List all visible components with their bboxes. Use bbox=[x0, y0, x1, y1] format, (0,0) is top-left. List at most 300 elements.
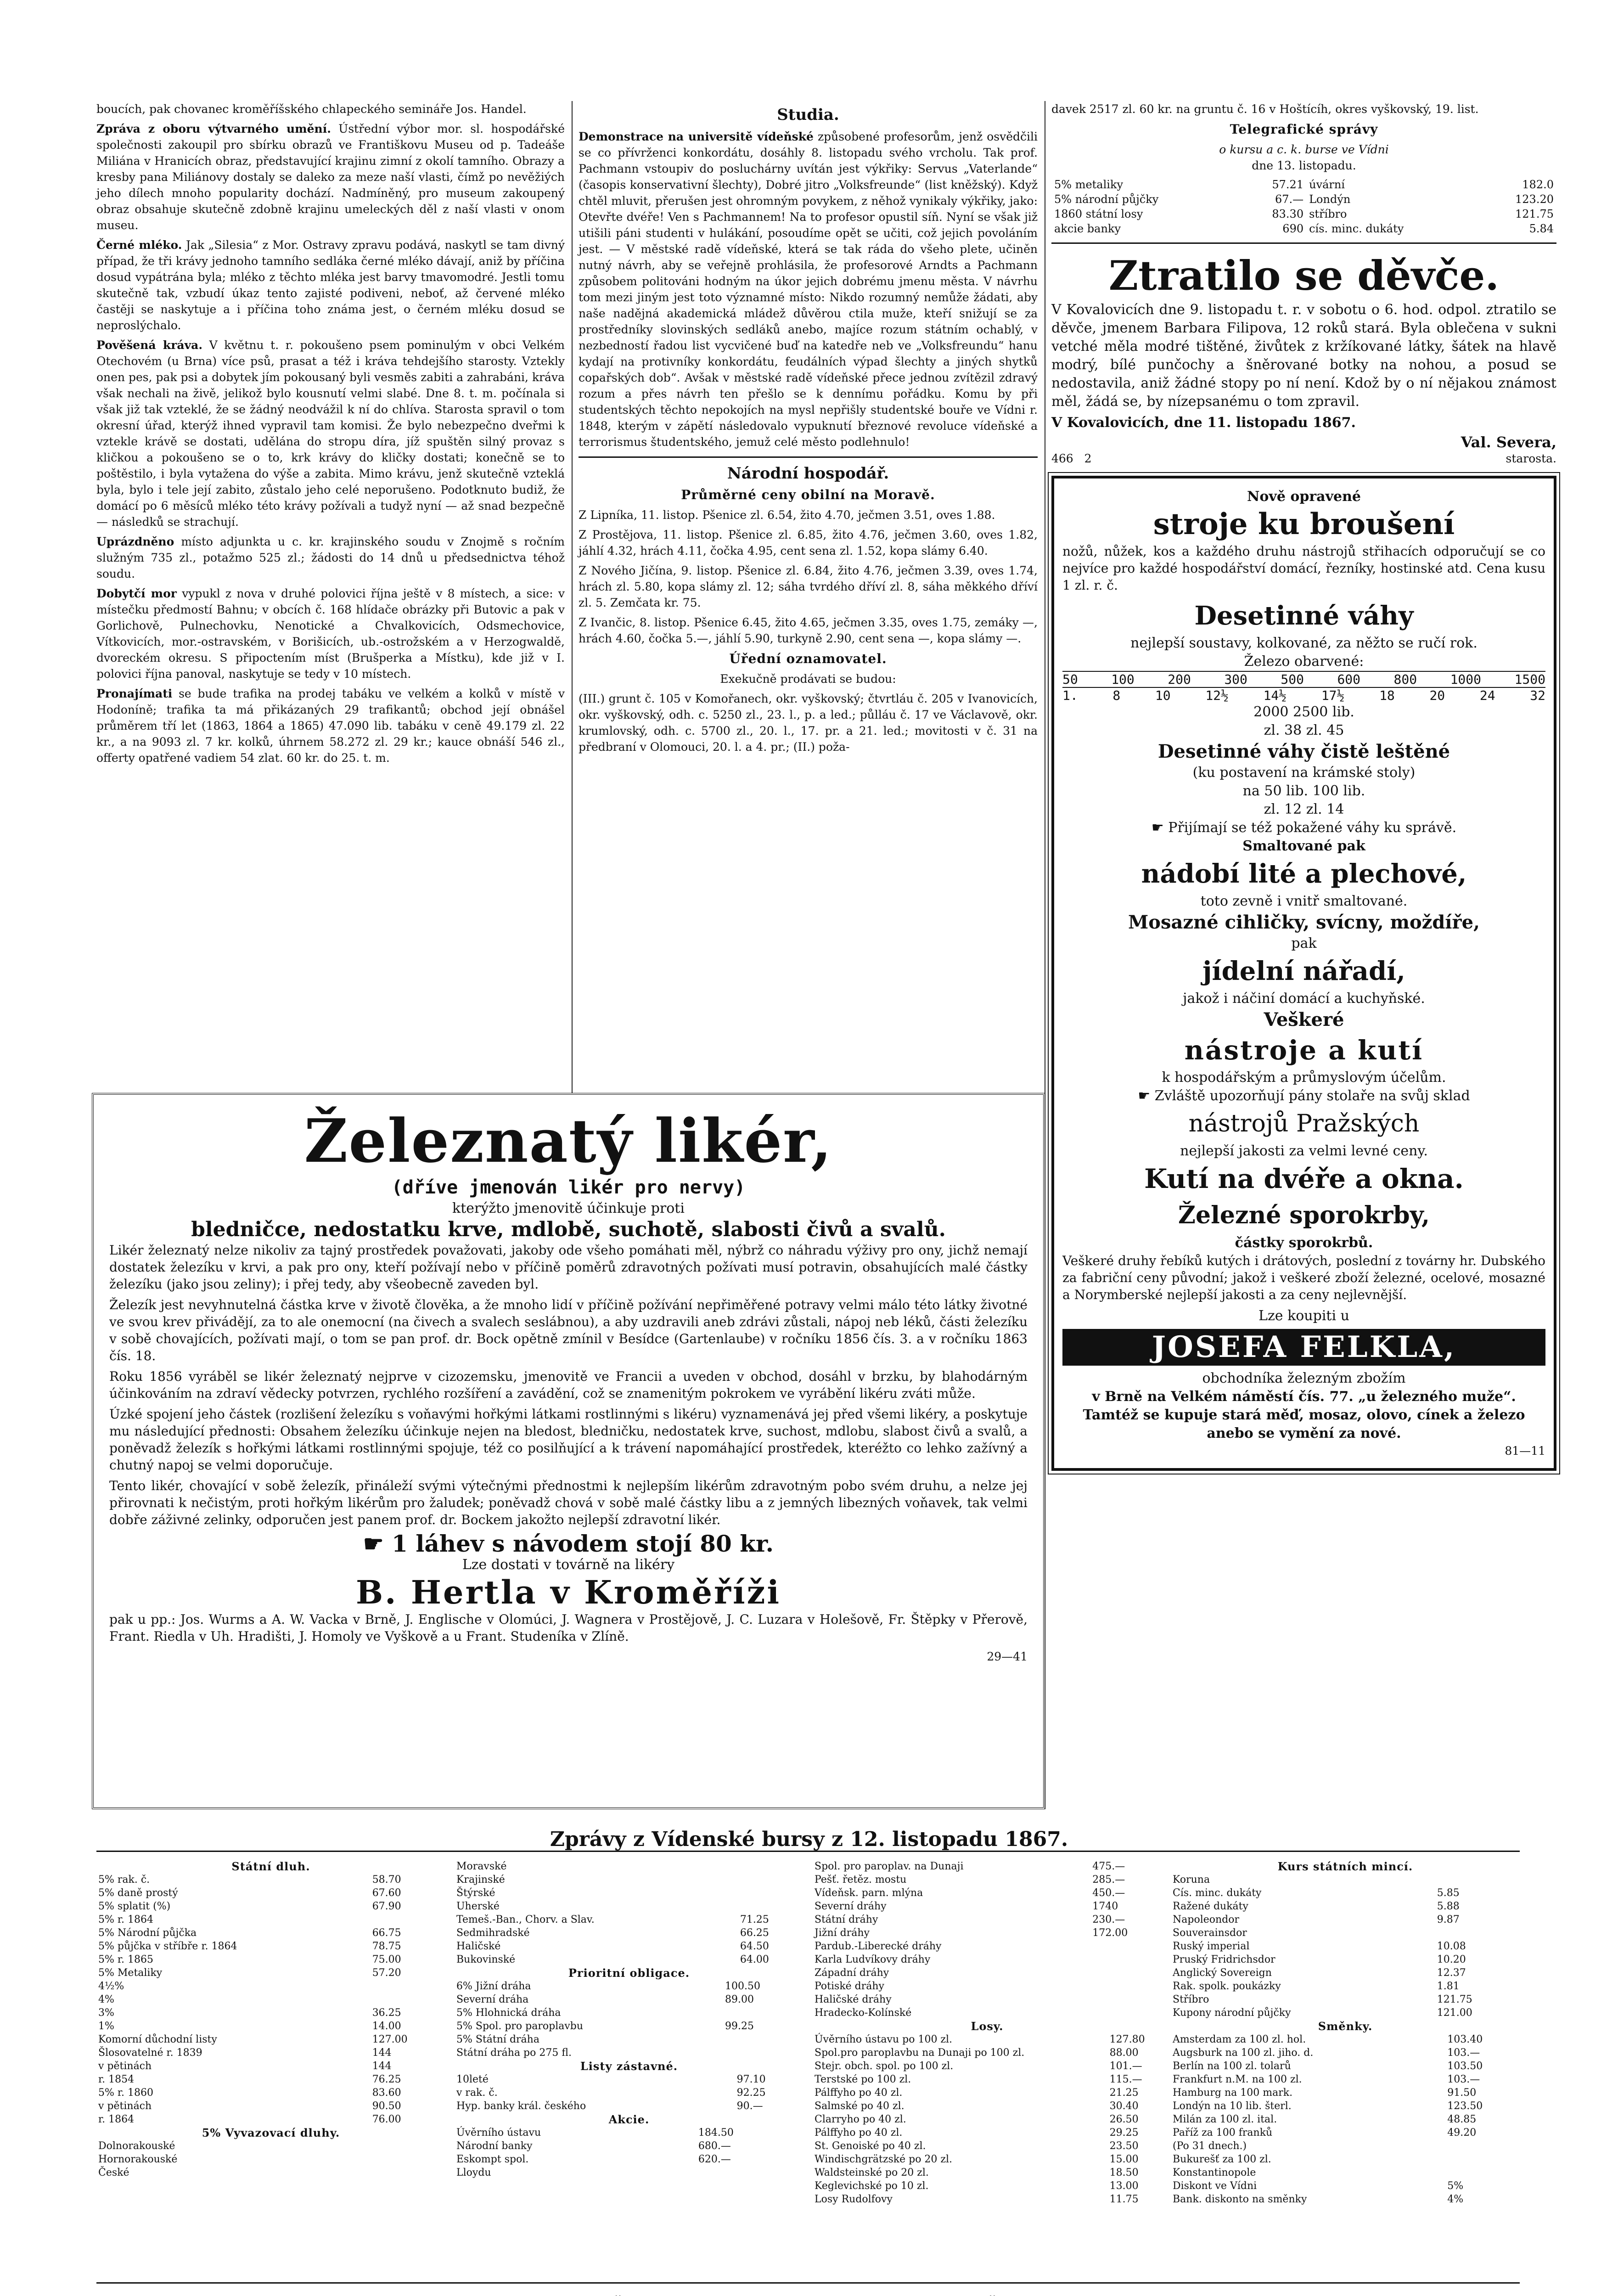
table-cell: 1740 bbox=[1092, 1901, 1118, 1912]
table-row bbox=[1171, 2139, 1520, 2153]
table-row bbox=[813, 1980, 1162, 1993]
table-cell: 88.00 bbox=[1109, 2047, 1139, 2059]
table-cell: 103.— bbox=[1447, 2074, 1480, 2085]
shop-more: Tamtéž se kupuje stará měď, mosaz, olovo, cínek a železo anebo se vymění za nové. bbox=[1083, 1407, 1525, 1441]
liker-paragraph: Železík jest nevyhnutelná částka krve v životě člověka, a že mnoho lidí v příčině požívání nepřiměřené potravy velmi málo této látky životné ve svou krev přivádějí, za to ale onemocní (na čivech a svalech seslábnou), a aby uzdravili aneb zdrávi zůstali, nápoj neb léků, části železíku v sobě chovajících, požívati mají, o tom se pan prof. dr. Bock opětně zmínil v Besídce (Gartenlaube) v ročníku 1856 čís. 3. a v ročníku 1863 čís. 18. bbox=[109, 1297, 1028, 1363]
table-cell: akcie banky bbox=[1054, 222, 1121, 235]
market-heading: 5% Vyvazovací dluhy. bbox=[202, 2126, 340, 2139]
instruments-title: nástroje a kutí bbox=[1184, 1035, 1424, 1066]
table-cell: 103.50 bbox=[1447, 2060, 1483, 2072]
table-cell: 5% Národní půjčka bbox=[98, 1927, 197, 1939]
table-row bbox=[1051, 192, 1556, 207]
table-row bbox=[455, 2166, 803, 2179]
table-cell bbox=[1090, 1940, 1162, 1953]
divider bbox=[579, 456, 1038, 458]
market-col-shares bbox=[813, 1860, 1162, 2206]
table-cell: Augsburk na 100 zl. jiho. d. bbox=[1173, 2047, 1314, 2059]
table-row bbox=[96, 1940, 445, 1953]
table-cell: Krajinské bbox=[456, 1874, 505, 1885]
article-lease bbox=[96, 686, 565, 766]
table-cell: úvární bbox=[1309, 178, 1345, 191]
table-row bbox=[96, 1913, 445, 1926]
table-row bbox=[96, 1966, 445, 1980]
article-art bbox=[96, 121, 565, 233]
table-cell: Státní dráhy bbox=[815, 1914, 878, 1925]
article-body: V květnu t. r. pokoušeno psem pominulým v obci Velkém Otechovém (u Brna) více psů, prasat a též i kráva tehdejšího starosty. Vztekly onen pes, pak psi a dobytek jím pokousaný byli vesměs zabiti a zahrabáni, kráva však nechali na živě, jelikož bylo kousnutí velmi slabé. Dne 8. t. m. počínala si však již tak vzteklé, že se žádný neodvážil k ní do chlíva. Starosta spravil o tom okresní úřad, kterýž ihned vypravil tam komisi. Že bylo nebezpečno dveřmi k vztekle krávě se dostati, udělána do stropu díra, jíž spuštěn silný provaz s kličkou a pokoušeno se o to, krk krávy do kličky dostati; konečně se to poštěstilo, i byla vytažena do výše a zabita. Mimo krávu, jenž skutečně vzteklá byla, bylo i tele její zabito, zůstalo jeho celé neporušeno. Podotknuto budiž, že domácí po 6 měsíců mléko této krávy požívali a tudyž nyní — až snad bezpečně — následků se strachují. bbox=[96, 338, 565, 529]
table-cell: 123.20 bbox=[1515, 193, 1554, 206]
table-cell: 1% bbox=[98, 2020, 114, 2032]
scale-value: 24 bbox=[1479, 688, 1495, 703]
market-heading: Státní dluh. bbox=[231, 1860, 310, 1873]
market-table bbox=[1171, 1873, 1520, 2020]
table-cell: Pruský Fridrichsdor bbox=[1173, 1954, 1275, 1965]
market-table bbox=[1171, 2033, 1520, 2206]
table-cell: stříbro bbox=[1309, 208, 1347, 220]
article-title: Demonstrace na universitě vídeňské bbox=[579, 130, 814, 143]
table-cell: 91.50 bbox=[1447, 2087, 1477, 2099]
shop-name: JOSEFA FELKLA, bbox=[1062, 1329, 1545, 1366]
table-cell: Keglevichské po 10 zl. bbox=[815, 2180, 929, 2192]
shop-place: v Brně na Velkém náměstí čís. 77. „u železného muže“. bbox=[1092, 1389, 1516, 1405]
liker-advertisement bbox=[92, 1093, 1045, 1809]
table-cell: 5.84 bbox=[1529, 222, 1554, 235]
table-cell: 90.50 bbox=[372, 2100, 401, 2112]
table-row bbox=[1171, 2086, 1520, 2099]
table-cell: 10.20 bbox=[1437, 1954, 1466, 1965]
table-cell: 5.85 bbox=[1437, 1887, 1460, 1899]
table-cell: Cís. minc. dukáty bbox=[1173, 1887, 1262, 1899]
table-cell: Uherské bbox=[456, 1901, 500, 1912]
table-cell: r. 1854 bbox=[98, 2074, 135, 2085]
table-cell: 123.50 bbox=[1447, 2100, 1483, 2112]
table-cell bbox=[738, 1886, 803, 1900]
table-cell: 5% bbox=[1447, 2180, 1464, 2192]
table-cell: Komorní důchodní listy bbox=[98, 2034, 217, 2045]
table-row bbox=[813, 2139, 1162, 2153]
market-table bbox=[455, 1860, 803, 1966]
table-cell: 58.70 bbox=[372, 1874, 401, 1885]
table-cell: 4% bbox=[1447, 2194, 1464, 2205]
table-cell: Úvěrního ústavu bbox=[456, 2127, 541, 2138]
table-cell bbox=[1435, 1926, 1520, 1940]
nails-text: Veškeré druhy řebíků kutých i drátových, poslední z továrny hr. Dubského za fabriční ceny původní; jakož i veškeré zboží železné, ocelové, mosazné a Norymberské nejlepší jakosti a za ceny nejlevnější. bbox=[1062, 1253, 1545, 1302]
table-row bbox=[813, 1873, 1162, 1886]
table-row bbox=[1171, 2166, 1520, 2179]
article-body: Ústřední výbor mor. sl. hospodářské společnosti zakoupil pro sbírku obrazů ve Františkovu Museu od p. Tadeáše Miliána v Hranicích obraz, představující krajinu zimní z okolí tamního. Obrazy a kresby pana Miliánovy dostaly se daleko za meze naší vlasti, čímž po nevěžiých jeho dílech mnoho popularity dochází. Nadmíněný, pro museum zakoupený obraz obsahuje skutečně zdobně krajinu umeleckých děl z naší vlasti v onom museu. bbox=[96, 122, 565, 232]
price-report: Z Nového Jičína, 9. listop. Pšenice zl. 6.84, žito 4.76, ječmen 3.39, oves 1.74, hrách zl. 5.80, kopa slámy zl. 12; sáha tvrdého dříví zl. 8, sáha měkkého dříví zl. 5. Zemčata kr. 75. bbox=[579, 564, 1038, 609]
table-cell: 78.75 bbox=[372, 1941, 401, 1952]
table-cell: Berlín na 100 zl. tolarů bbox=[1173, 2060, 1291, 2072]
divider bbox=[96, 2282, 1520, 2284]
pointing-hand-icon: ☛ bbox=[363, 1530, 384, 1557]
table-cell bbox=[697, 2166, 803, 2179]
exec-text: (III.) grunt č. 105 v Komořanech, okr. vyškovský; čtvrtláu č. 205 v Ivanovicích, okr. vyškovský, odh. c. 5250 zl., 23. l., p. a led.; půlláu č. 17 ve Václavově, okr. krumlovský, odh. c. 5700 zl., 20. l., 17. pr. a 21. led.; movitosti v č. 31 na předbraní v Olomouci, 20. l. a 4. pr.; (II.) poža- bbox=[579, 692, 1038, 754]
liker-price-label: 1 láhev s návodem stojí 80 kr. bbox=[392, 1530, 774, 1557]
table-cell: Windischgrätzské po 20 zl. bbox=[815, 2154, 953, 2165]
stoves-title: Železné sporokrby, bbox=[1178, 1201, 1430, 1229]
table-cell: 5% Hlohnická dráha bbox=[456, 2007, 561, 2019]
table-cell: (Po 31 dnech.) bbox=[1173, 2140, 1247, 2152]
table-row bbox=[96, 1953, 445, 1966]
market-col-coins bbox=[1171, 1860, 1520, 2206]
grind-text: nožů, nůžek, kos a každého druhu nástrojů střihacích odporučují se co nejvíce pro každé hospodářství domácí, řezníky, hostinské atd. Cena kusu 1 zl. r. č. bbox=[1062, 544, 1545, 593]
table-row bbox=[813, 1900, 1162, 1913]
table-cell: 3% bbox=[98, 2007, 114, 2019]
table-cell: Losy Rudolfovy bbox=[815, 2194, 893, 2205]
pointing-hand-icon: ☛ bbox=[1151, 820, 1164, 836]
table-cell bbox=[1445, 2139, 1520, 2153]
table-row bbox=[96, 2046, 445, 2060]
lost-girl-text: V Kovalovicích dne 9. listopadu t. r. v sobotu o 6. hod. odpol. ztratilo se děvče, jmenem Barbara Filipova, 12 roků stará. Byla oblečena v sukni vetché měla modré tištěné, živůtek z kržíkované látky, šátek na hlavě modrý, bílé punčochy a šněrované botky na nohou, a posud se nedostavila, aniž žádné stopy po ní není. Kdož by o ní nějakou známost měl, žádá se, by nízepsanému o tom zpravil. bbox=[1051, 302, 1556, 410]
table-row bbox=[1171, 1980, 1520, 1993]
liker-agents: pak u pp.: Jos. Wurms a A. W. Vacka v Brně, J. Englische v Olomúci, J. Wagnera v Prostějově, J. C. Luzara v Holešově, Fr. Štěpky v Přerově, Frant. Riedla v Uh. Hradišti, J. Homoly ve Vyškově a u Frant. Studeníka v Zlíně. bbox=[109, 1612, 1028, 1644]
table-cell: 66.75 bbox=[372, 1927, 401, 1939]
price-report: Z Lipníka, 11. listop. Pšenice zl. 6.54, žito 4.70, ječmen 3.51, oves 1.88. bbox=[579, 508, 995, 522]
table-cell: Hradecko-Kolínské bbox=[815, 2007, 912, 2019]
article-demonstration bbox=[579, 129, 1038, 450]
table-cell: 5% půjčka v stříbře r. 1864 bbox=[98, 1941, 237, 1952]
table-row bbox=[96, 2113, 445, 2126]
table-row bbox=[813, 1940, 1162, 1953]
table-cell: 1860 státní losy bbox=[1054, 208, 1143, 220]
table-cell: Kupony národní půjčky bbox=[1173, 2007, 1291, 2019]
table-cell: 99.25 bbox=[725, 2020, 754, 2032]
scale-value: 10 bbox=[1155, 688, 1171, 703]
table-cell: 14.00 bbox=[372, 2020, 401, 2032]
table-cell: Temeš.-Ban., Chorv. a Slav. bbox=[456, 1914, 595, 1925]
table-cell: Pardub.-Liberecké dráhy bbox=[815, 1941, 942, 1952]
table-cell: Národní banky bbox=[456, 2140, 533, 2152]
article-body: Jak „Silesia“ z Mor. Ostravy zpravu podává, naskytl se tam divný případ, že tři krávy jednoho tamního sedláka černé mléko dávají, aniž by příčina dosud vypátrána byla; mléko z těchto mléka jest barvy tmavomodré. Jestli tomu skutečně tak, vzbudí úkaz tento zajisté podiveni, neboť, až červené mléko častěji se naskytuje a i příčina toho známa jest, o černém mléku dosud se neproslýchalo. bbox=[96, 238, 565, 332]
table-row bbox=[96, 2033, 445, 2046]
table-row bbox=[455, 1860, 803, 1873]
table-cell: 10.08 bbox=[1437, 1941, 1466, 1952]
table-cell: 76.00 bbox=[372, 2114, 401, 2125]
table-cell: 144 bbox=[372, 2060, 392, 2072]
market-heading: Losy. bbox=[971, 2020, 1004, 2033]
scales-capacity-row bbox=[1062, 671, 1545, 688]
table-row bbox=[455, 2020, 803, 2033]
table-row bbox=[455, 2126, 803, 2139]
middle-column bbox=[579, 101, 1038, 759]
polished-title: Desetinné váhy čistě leštěné bbox=[1157, 741, 1450, 762]
article-cow bbox=[96, 337, 565, 530]
grind-title: stroje ku broušení bbox=[1153, 507, 1455, 541]
table-cell bbox=[431, 2166, 445, 2179]
grind-subtitle: Nově opravené bbox=[1247, 489, 1361, 505]
table-row bbox=[455, 1926, 803, 1940]
article-body: místo adjunkta u c. kr. krajinského soudu v Znojmě s ročním služným 735 zl., potažmo 525 zl.; žádosti do 14 dnů u předsednictva téhož soudu. bbox=[96, 535, 565, 580]
scale-value: 100 bbox=[1111, 672, 1135, 687]
table-row bbox=[96, 2060, 445, 2073]
table-cell: 230.— bbox=[1092, 1914, 1125, 1925]
table-cell: Bank. diskonto na směnky bbox=[1173, 2194, 1307, 2205]
table-cell bbox=[431, 2153, 445, 2166]
table-row bbox=[96, 2139, 445, 2153]
table-cell: 9.87 bbox=[1437, 1914, 1460, 1925]
table-row bbox=[813, 2099, 1162, 2113]
table-row bbox=[96, 1980, 445, 1993]
price-report: Z Prostějova, 11. listop. Pšenice zl. 6.85, žito 4.76, ječmen 3.60, oves 1.82, jáhlí 4.32, hrách 4.11, čočka 4.95, cent sena zl. 1.52, kopa slámy 6.40. bbox=[579, 528, 1038, 557]
brass-title: Mosazné cihličky, svícny, moždíře, bbox=[1128, 912, 1480, 933]
table-cell: 5% r. 1860 bbox=[98, 2087, 153, 2099]
table-cell: Amsterdam za 100 zl. hol. bbox=[1173, 2034, 1306, 2045]
left-column bbox=[96, 101, 565, 770]
divider bbox=[96, 1851, 1520, 1852]
table-cell: Clarryho po 40 zl. bbox=[815, 2114, 906, 2125]
table-row bbox=[1171, 1993, 1520, 2006]
polished-prices: zl. 12 zl. 14 bbox=[1264, 801, 1344, 817]
table-row bbox=[1171, 2033, 1520, 2046]
table-cell: Pešť. řetěz. mostu bbox=[815, 1874, 907, 1885]
table-cell: 67.— bbox=[1275, 193, 1304, 206]
table-cell: 71.25 bbox=[740, 1914, 769, 1925]
table-row bbox=[1171, 2193, 1520, 2206]
table-cell: Bukurešť za 100 zl. bbox=[1173, 2154, 1271, 2165]
table-cell bbox=[371, 1913, 445, 1926]
lost-girl-place: V Kovalovicích, dne 11. listopadu 1867. bbox=[1051, 415, 1356, 431]
table-cell: Potiské dráhy bbox=[815, 1981, 884, 1992]
table-cell bbox=[1445, 2166, 1520, 2179]
table-cell: v pětinách bbox=[98, 2100, 152, 2112]
scale-value: 800 bbox=[1393, 672, 1417, 687]
table-cell: 4% bbox=[98, 1994, 114, 2005]
table-row bbox=[813, 2086, 1162, 2099]
table-cell bbox=[1445, 2153, 1520, 2166]
telegraph-date: dne 13. listopadu. bbox=[1252, 159, 1356, 172]
table-row bbox=[813, 2060, 1162, 2073]
table-cell: 29.25 bbox=[1109, 2127, 1139, 2138]
table-row bbox=[1171, 1966, 1520, 1980]
table-row bbox=[455, 1873, 803, 1886]
market-table bbox=[96, 2139, 445, 2179]
table-cell: Hyp. banky král. českého bbox=[456, 2100, 586, 2112]
market-heading: Směnky. bbox=[1318, 2020, 1373, 2033]
table-row bbox=[813, 1953, 1162, 1966]
scale-value: 200 bbox=[1168, 672, 1191, 687]
table-row bbox=[455, 2046, 803, 2060]
table-cell: 23.50 bbox=[1109, 2140, 1139, 2152]
table-cell: Spol. pro paroplav. na Dunaji bbox=[815, 1861, 964, 1872]
table-cell: 21.25 bbox=[1109, 2087, 1139, 2099]
felkl-advertisement bbox=[1051, 476, 1556, 1471]
exec-title: Exekučně prodávati se budou: bbox=[720, 672, 896, 686]
table-cell: 620.— bbox=[698, 2154, 731, 2165]
table-cell: Štýrské bbox=[456, 1887, 495, 1899]
table-row bbox=[813, 2046, 1162, 2060]
table-row bbox=[455, 2086, 803, 2099]
article-body: se bude trafika na prodej tabáku ve velkém a kolků v místě v Hodoníně; trafika ta má přikázaných 29 trafikantů; obchod její obnášel průměrem tří let (1863, 1864 a 1865) 47.090 lib. tabáku v ceně 49.179 zl. 22 kr., a na 9093 zl. 7 kr. kolků, úhrnem 58.272 zl. 29 kr.; kauce obnáší 546 zl., offerty opatřené vadiem 54 zlat. 60 kr. do 25. t. m. bbox=[96, 687, 565, 765]
table-cell: 64.50 bbox=[740, 1941, 769, 1952]
scale-value: 8 bbox=[1112, 688, 1121, 703]
market-heading: Akcie. bbox=[608, 2113, 650, 2126]
table-cell: 5% Státní dráha bbox=[456, 2034, 539, 2045]
table-cell: 97.10 bbox=[736, 2074, 766, 2085]
column-divider bbox=[572, 101, 573, 1097]
table-row bbox=[96, 1873, 445, 1886]
market-title: Zprávy z Vídenské bursy z 12. listopadu 1867. bbox=[550, 1828, 1068, 1851]
table-cell: 182.0 bbox=[1522, 178, 1554, 191]
liker-maker: B. Hertla v Kroměříži bbox=[356, 1573, 781, 1611]
scale-value: 32 bbox=[1530, 688, 1545, 703]
table-cell: 5% Metaliky bbox=[98, 1967, 163, 1979]
table-row bbox=[813, 1926, 1162, 1940]
table-cell: 49.20 bbox=[1447, 2127, 1477, 2138]
telegraph-title: Telegrafické správy bbox=[1230, 122, 1378, 137]
table-row bbox=[813, 1860, 1162, 1873]
table-cell: Londýn na 10 lib. šterl. bbox=[1173, 2100, 1292, 2112]
table-cell: 92.25 bbox=[736, 2087, 766, 2099]
market-heading: Kurs státních mincí. bbox=[1277, 1860, 1413, 1873]
article-title: Dobytčí mor bbox=[96, 587, 177, 600]
table-row bbox=[813, 2006, 1162, 2020]
table-cell: 1.81 bbox=[1437, 1981, 1460, 1992]
table-cell: Stříbro bbox=[1173, 1994, 1209, 2005]
table-cell: Rak. spolk. poukázky bbox=[1173, 1981, 1281, 1992]
table-cell: 6% Jižní dráha bbox=[456, 1981, 531, 1992]
table-row bbox=[813, 2113, 1162, 2126]
table-row bbox=[1171, 2099, 1520, 2113]
table-row bbox=[813, 2179, 1162, 2193]
market-heading: Prioritní obligace. bbox=[568, 1966, 690, 1980]
market-col-state-debt bbox=[96, 1860, 445, 2179]
table-cell: Konstantinopole bbox=[1173, 2167, 1256, 2178]
ad-code-issue: 2 bbox=[1084, 452, 1092, 465]
table-row bbox=[455, 2153, 803, 2166]
market-table bbox=[455, 2073, 803, 2113]
article-body: vypukl z nova v druhé polovici října ještě v 8 místech, a sice: v místečku předmostí Bahnu; v obcích č. 168 hlídače obrázky při Butovic a pak v Gorlichově, Pulnechovku, Nenotické a Chvalkovicích, Odsmechovice, Vítkovicích, mor.-ostravském, v Borišicích, ub.-ostrožském a v Herzogwaldě, dvoreckém okresu. S připoctením míst (Brušperka a Místku), kde již v I. polovici října panoval, naskytuje se tedy v 10 místech. bbox=[96, 587, 565, 681]
special-label: Zvláště upozorňují pány stolaře na svůj sklad bbox=[1154, 1088, 1470, 1104]
table-cell bbox=[738, 1873, 803, 1886]
article-title: Uprázdněno bbox=[96, 535, 174, 548]
table-cell: 285.— bbox=[1092, 1874, 1125, 1885]
table-cell: 172.00 bbox=[1092, 1927, 1128, 1939]
market-table bbox=[813, 2033, 1162, 2206]
table-cell: Severní dráhy bbox=[815, 1901, 887, 1912]
article-milk bbox=[96, 237, 565, 333]
telegraph-subtitle: o kursu a c. k. burse ve Vídni bbox=[1219, 143, 1389, 156]
table-cell: 103.— bbox=[1447, 2047, 1480, 2059]
table-row bbox=[813, 2126, 1162, 2139]
table-cell: 121.00 bbox=[1437, 2007, 1472, 2019]
table-row bbox=[96, 2073, 445, 2086]
table-row bbox=[1171, 2126, 1520, 2139]
table-cell bbox=[1090, 1966, 1162, 1980]
shop-code: 81—11 bbox=[1505, 1444, 1545, 1458]
table-cell: 89.00 bbox=[725, 1994, 754, 2005]
table-cell: Západní dráhy bbox=[815, 1967, 889, 1979]
polished-sizes: na 50 lib. 100 lib. bbox=[1242, 783, 1365, 799]
table-cell: Dolnorakouské bbox=[98, 2140, 175, 2152]
pointing-hand-icon: ☛ bbox=[1138, 1088, 1151, 1104]
table-row bbox=[1171, 1900, 1520, 1913]
table-row bbox=[96, 2006, 445, 2020]
table-row bbox=[455, 2099, 803, 2113]
table-cell: 15.00 bbox=[1109, 2154, 1139, 2165]
table-cell: Waldsteinské po 20 zl. bbox=[815, 2167, 929, 2178]
table-cell bbox=[371, 1980, 445, 1993]
liker-paragraph: Roku 1856 vyráběl se likér železnatý nejprve v cizozemsku, jmenovitě ve Francii a uveden v obchod, dosáhl v brzku, by blahodárným účinkováním na zdraví vědecky potvrzen, rychlého rozšíření a zavádění, což se znamenitým pokrokem ve vyrábění likéru zváti může. bbox=[109, 1369, 1028, 1401]
table-cell: 83.60 bbox=[372, 2087, 401, 2099]
table-row bbox=[1171, 2073, 1520, 2086]
scale-value: 600 bbox=[1337, 672, 1361, 687]
instruments-subtitle: k hospodářským a průmyslovým účelům. bbox=[1162, 1069, 1446, 1086]
table-row bbox=[455, 2033, 803, 2046]
table-row bbox=[96, 2099, 445, 2113]
prague-title: nástrojů Pražských bbox=[1188, 1110, 1420, 1137]
table-cell: 121.75 bbox=[1437, 1994, 1472, 2005]
accept-text bbox=[1062, 819, 1545, 837]
exec-continuation: davek 2517 zl. 60 kr. na gruntu č. 16 v Hoštícíh, okres vyškovský, 19. list. bbox=[1051, 102, 1479, 116]
table-cell: 184.50 bbox=[698, 2127, 734, 2138]
table-cell: 30.40 bbox=[1109, 2100, 1139, 2112]
table-cell: 5% daně prostý bbox=[98, 1887, 178, 1899]
table-row bbox=[1171, 1953, 1520, 1966]
table-row bbox=[813, 2073, 1162, 2086]
table-cell: 48.85 bbox=[1447, 2114, 1477, 2125]
table-cell: v rak. č. bbox=[456, 2087, 498, 2099]
liker-paragraph: Úzké spojení jeho částek (rozlišení železíku s voňavými hořkými látkami rostlinnými s likéru) vyznamenává jej před všemi likéry, a poskytuje mu následující přednosti: Obsahem železíku účinkuje nejen na bledost, bledničku, nedostatek krve, suchost, mdlobu, slabost čivů a svalů, a poněvadž železík s hořkými látkami rostlinnými spojuje, též co posilňující a k trávení napomáhající prostředek, kteréžto co lehko zažívný a chutný napoj se velmi doporučuje. bbox=[109, 1407, 1028, 1473]
tools-subtitle: jakož i náčiní domácí a kuchyňské. bbox=[1183, 990, 1425, 1007]
liker-paragraph: Likér železnatý nelze nikoliv za tajný prostředek považovati, jakoby ode všeho pomáhati měl, nýbrž co náhradu výživy pro ony, jichž nemají dostatek železíku v krvi, a pak pro ony, kteří požívají nebo v příčině poměrů zdravotných požívati musí potravin, obsahujících malé částky železíku (jako jsou zeliny); i přej tedy, aby všeobecně zaveden byl. bbox=[109, 1243, 1028, 1292]
table-cell: Vídeňsk. parn. mlýna bbox=[815, 1887, 923, 1899]
table-row bbox=[1171, 2179, 1520, 2193]
lost-girl-title: Ztratilo se děvče. bbox=[1108, 252, 1500, 299]
table-row bbox=[96, 1900, 445, 1913]
table-cell: Napoleondor bbox=[1173, 1914, 1240, 1925]
scales-price-row bbox=[1062, 688, 1545, 703]
liker-effect: kterýžto jmenovitě účinkuje proti bbox=[452, 1200, 685, 1216]
table-cell: 450.— bbox=[1092, 1887, 1125, 1899]
scale-value: 17½ bbox=[1321, 688, 1345, 703]
table-row bbox=[813, 2153, 1162, 2166]
table-cell: 13.00 bbox=[1109, 2180, 1139, 2192]
table-cell: Paříž za 100 franků bbox=[1173, 2127, 1273, 2138]
table-cell: 103.40 bbox=[1447, 2034, 1483, 2045]
market-section bbox=[96, 1860, 1520, 2255]
table-cell: 680.— bbox=[698, 2140, 731, 2152]
enamel-text: Smaltované pak bbox=[1242, 838, 1365, 854]
table-cell bbox=[1090, 1993, 1162, 2006]
section-title: Studia. bbox=[777, 106, 839, 124]
table-row bbox=[1171, 1873, 1520, 1886]
scale-value: 300 bbox=[1224, 672, 1247, 687]
newspaper-page bbox=[69, 92, 1556, 2296]
table-cell: 66.25 bbox=[740, 1927, 769, 1939]
article-title: Černé mléko. bbox=[96, 238, 182, 252]
table-cell: Haličské bbox=[456, 1941, 501, 1952]
table-row bbox=[813, 1886, 1162, 1900]
article-cattle-plague bbox=[96, 585, 565, 682]
divider bbox=[1051, 242, 1556, 244]
signature-role: starosta. bbox=[1506, 452, 1556, 465]
table-cell bbox=[1090, 1980, 1162, 1993]
buy-text: Lze koupiti u bbox=[1258, 1308, 1349, 1324]
table-cell: Hamburg na 100 mark. bbox=[1173, 2087, 1293, 2099]
article-vacancy bbox=[96, 534, 565, 582]
table-cell bbox=[723, 2033, 803, 2046]
table-cell: 115.— bbox=[1109, 2074, 1142, 2085]
table-cell: 5% národní půjčky bbox=[1054, 193, 1159, 206]
table-row bbox=[96, 2166, 445, 2179]
table-row bbox=[1171, 2046, 1520, 2060]
table-cell: 75.00 bbox=[372, 1954, 401, 1965]
table-row bbox=[813, 1966, 1162, 1980]
table-cell: Diskont ve Vídni bbox=[1173, 2180, 1257, 2192]
article-title: Pověšená kráva. bbox=[96, 338, 203, 352]
market-table bbox=[455, 1980, 803, 2060]
market-table bbox=[96, 1873, 445, 2126]
